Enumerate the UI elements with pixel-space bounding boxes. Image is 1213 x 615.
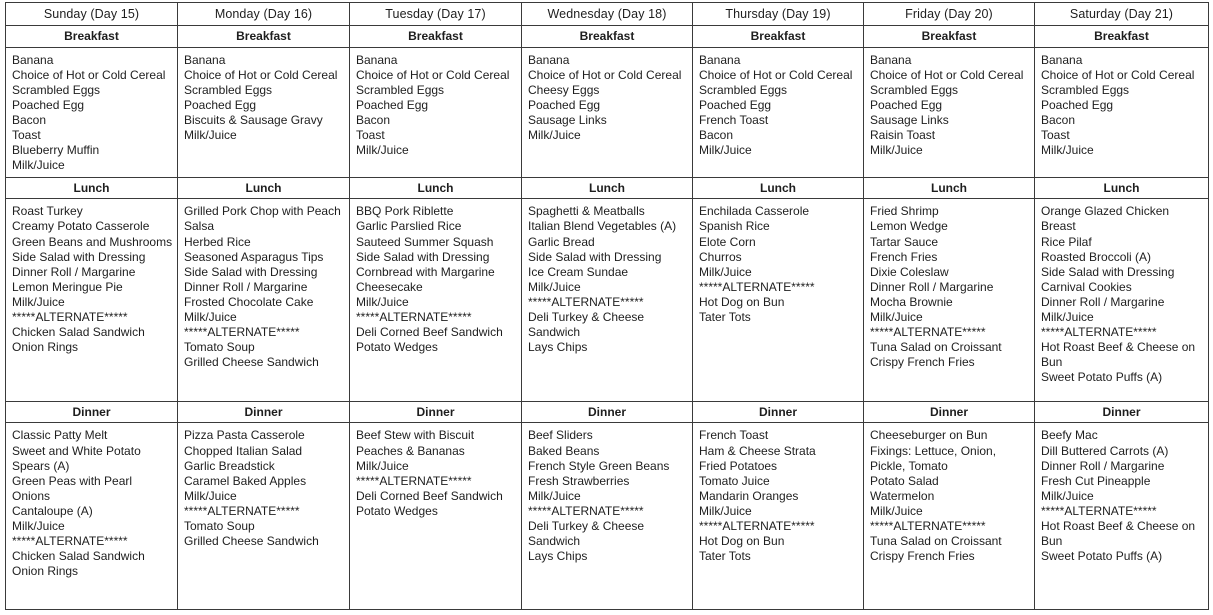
menu-item: Frosted Chocolate Cake <box>184 294 314 309</box>
breakfast-items-cell <box>864 47 1035 178</box>
menu-item: Lemon Meringue Pie <box>12 279 123 294</box>
menu-item: Bacon <box>12 112 47 127</box>
menu-item: Banana <box>1041 52 1083 67</box>
menu-item: *****ALTERNATE***** <box>870 325 986 340</box>
breakfast-items-cell <box>178 47 350 178</box>
menu-item: Milk/Juice <box>528 488 581 503</box>
menu-item: Chicken Salad Sandwich <box>12 325 145 340</box>
menu-item: Sausage Links <box>870 112 949 127</box>
menu-item: Side Salad with Dressing <box>12 249 146 264</box>
menu-item: Carnival Cookies <box>1041 279 1132 294</box>
breakfast-heading: Breakfast <box>693 26 864 47</box>
menu-item: Dinner Roll / Margarine <box>184 279 308 294</box>
menu-item: Choice of Hot or Cold Cereal <box>528 67 682 82</box>
menu-item: *****ALTERNATE***** <box>699 518 815 533</box>
menu-item: *****ALTERNATE***** <box>870 518 986 533</box>
menu-item: Beef Sliders <box>528 428 593 443</box>
menu-item: Watermelon <box>870 488 935 503</box>
menu-item: Grilled Cheese Sandwich <box>184 534 319 549</box>
menu-item: Scrambled Eggs <box>870 82 959 97</box>
menu-item: Potato Wedges <box>356 340 438 355</box>
menu-item: Dill Buttered Carrots (A) <box>1041 443 1169 458</box>
menu-item: Banana <box>184 52 226 67</box>
menu-item: Potato Wedges <box>356 503 438 518</box>
menu-item: *****ALTERNATE***** <box>1041 503 1157 518</box>
menu-item: Banana <box>12 52 54 67</box>
menu-item: Ham & Cheese Strata <box>699 443 816 458</box>
menu-item: Rice Pilaf <box>1041 234 1092 249</box>
menu-item: Sauteed Summer Squash <box>356 234 494 249</box>
menu-item: Raisin Toast <box>870 128 936 143</box>
menu-item: Scrambled Eggs <box>699 82 788 97</box>
menu-item: Tomato Soup <box>184 340 255 355</box>
menu-item: Milk/Juice <box>356 143 409 158</box>
menu-item: Lays Chips <box>528 340 588 355</box>
menu-item: Milk/Juice <box>528 128 581 143</box>
menu-item: Tartar Sauce <box>870 234 939 249</box>
breakfast-heading: Breakfast <box>864 26 1035 47</box>
menu-item: Fresh Strawberries <box>528 473 630 488</box>
dinner-items-cell <box>178 423 350 610</box>
dinner-items-cell <box>1035 423 1209 610</box>
menu-item: Mandarin Oranges <box>699 488 799 503</box>
breakfast-items-cell <box>693 47 864 178</box>
menu-item: Fixings: Lettuce, Onion, Pickle, Tomato <box>870 443 997 473</box>
menu-item: Side Salad with Dressing <box>528 249 662 264</box>
breakfast-header-row <box>6 26 1209 47</box>
menu-item: *****ALTERNATE***** <box>12 310 128 325</box>
menu-item: Churros <box>699 249 742 264</box>
lunch-items-row <box>6 199 1209 402</box>
dinner-items-cell <box>522 423 693 610</box>
lunch-items-cell <box>864 199 1035 402</box>
menu-item: Dixie Coleslaw <box>870 264 949 279</box>
menu-item: Roast Turkey <box>12 204 83 219</box>
day-header: Wednesday (Day 18) <box>522 3 693 26</box>
menu-item: Choice of Hot or Cold Cereal <box>870 67 1024 82</box>
menu-item: Roasted Broccoli (A) <box>1041 249 1152 264</box>
menu-item: Tuna Salad on Croissant <box>870 340 1002 355</box>
menu-item: Poached Egg <box>699 97 772 112</box>
menu-item: *****ALTERNATE***** <box>356 310 472 325</box>
lunch-heading: Lunch <box>350 178 522 199</box>
lunch-heading: Lunch <box>178 178 350 199</box>
menu-item: *****ALTERNATE***** <box>184 325 300 340</box>
menu-item: Milk/Juice <box>699 143 752 158</box>
menu-item: Sausage Links <box>528 112 607 127</box>
dinner-heading: Dinner <box>522 402 693 423</box>
menu-item: *****ALTERNATE***** <box>528 503 644 518</box>
menu-item: Crispy French Fries <box>870 549 975 564</box>
menu-item: Milk/Juice <box>699 503 752 518</box>
menu-item: Elote Corn <box>699 234 756 249</box>
menu-item: Poached Egg <box>870 97 943 112</box>
menu-item: Choice of Hot or Cold Cereal <box>356 67 510 82</box>
menu-item: Peaches & Bananas <box>356 443 465 458</box>
menu-item: Pizza Pasta Casserole <box>184 428 305 443</box>
day-header: Monday (Day 16) <box>178 3 350 26</box>
menu-item: Choice of Hot or Cold Cereal <box>699 67 853 82</box>
menu-item: Deli Corned Beef Sandwich <box>356 325 503 340</box>
dinner-heading: Dinner <box>1035 402 1209 423</box>
menu-item: Garlic Breadstick <box>184 458 275 473</box>
menu-item: Deli Turkey & Cheese Sandwich <box>528 310 645 340</box>
menu-item: Hot Roast Beef & Cheese on Bun <box>1041 518 1196 549</box>
menu-item: Scrambled Eggs <box>184 82 273 97</box>
menu-item: Mocha Brownie <box>870 294 953 309</box>
menu-item: Milk/Juice <box>184 128 237 143</box>
dinner-items-row <box>6 423 1209 610</box>
menu-item: Beef Stew with Biscuit <box>356 428 475 443</box>
menu-item: Seasoned Asparagus Tips <box>184 249 324 264</box>
menu-item: Toast <box>356 128 385 143</box>
menu-item: Spanish Rice <box>699 219 770 234</box>
lunch-items-cell <box>6 199 178 402</box>
menu-item: Onion Rings <box>12 564 79 579</box>
menu-item: Hot Dog on Bun <box>699 294 785 309</box>
menu-item: Tater Tots <box>699 310 751 325</box>
menu-item: Milk/Juice <box>1041 310 1094 325</box>
menu-item: Toast <box>1041 128 1070 143</box>
menu-item: BBQ Pork Riblette <box>356 204 454 219</box>
menu-item: Creamy Potato Casserole <box>12 219 150 234</box>
menu-item: Toast <box>12 128 41 143</box>
breakfast-heading: Breakfast <box>350 26 522 47</box>
menu-item: Biscuits & Sausage Gravy <box>184 112 323 127</box>
menu-item: Milk/Juice <box>12 294 65 309</box>
breakfast-heading: Breakfast <box>178 26 350 47</box>
menu-item: Hot Roast Beef & Cheese on Bun <box>1041 340 1196 370</box>
menu-item: Chopped Italian Salad <box>184 443 303 458</box>
dinner-heading: Dinner <box>350 402 522 423</box>
menu-item: Milk/Juice <box>528 279 581 294</box>
menu-item: *****ALTERNATE***** <box>528 294 644 309</box>
menu-item: Crispy French Fries <box>870 355 975 370</box>
menu-item: Lemon Wedge <box>870 219 948 234</box>
menu-item: Choice of Hot or Cold Cereal <box>184 67 338 82</box>
menu-item: Milk/Juice <box>699 264 752 279</box>
menu-item: Sweet Potato Puffs (A) <box>1041 370 1163 385</box>
menu-item: Classic Patty Melt <box>12 428 108 443</box>
menu-item: Scrambled Eggs <box>12 82 101 97</box>
menu-item: Milk/Juice <box>12 518 65 533</box>
breakfast-heading: Breakfast <box>1035 26 1209 47</box>
menu-item: Grilled Pork Chop with Peach Salsa <box>184 204 341 234</box>
menu-item: French Fries <box>870 249 938 264</box>
menu-item: Onion Rings <box>12 340 79 355</box>
breakfast-items-cell <box>350 47 522 178</box>
menu-item: Blueberry Muffin <box>12 143 100 158</box>
dinner-items-cell <box>693 423 864 610</box>
menu-item: Milk/Juice <box>12 158 65 173</box>
menu-item: Grilled Cheese Sandwich <box>184 355 319 370</box>
menu-item: Cornbread with Margarine <box>356 264 495 279</box>
menu-item: Herbed Rice <box>184 234 251 249</box>
menu-item: French Style Green Beans <box>528 458 670 473</box>
menu-item: Dinner Roll / Margarine <box>1041 458 1165 473</box>
menu-item: Milk/Juice <box>870 143 923 158</box>
menu-item: Milk/Juice <box>356 294 409 309</box>
menu-item: Tater Tots <box>699 549 751 564</box>
menu-item: Milk/Juice <box>184 310 237 325</box>
dinner-heading: Dinner <box>6 402 178 423</box>
menu-item: Banana <box>528 52 570 67</box>
menu-item: Bacon <box>1041 112 1076 127</box>
menu-item: Fried Potatoes <box>699 458 778 473</box>
menu-item: *****ALTERNATE***** <box>12 534 128 549</box>
menu-item: Poached Egg <box>12 97 85 112</box>
menu-item: Cantaloupe (A) <box>12 503 93 518</box>
menu-item: Milk/Juice <box>870 310 923 325</box>
menu-item: Hot Dog on Bun <box>699 534 785 549</box>
day-header: Sunday (Day 15) <box>6 3 178 26</box>
menu-item: Banana <box>356 52 398 67</box>
breakfast-heading: Breakfast <box>522 26 693 47</box>
lunch-items-cell <box>178 199 350 402</box>
menu-item: Side Salad with Dressing <box>184 264 318 279</box>
day-header: Thursday (Day 19) <box>693 3 864 26</box>
menu-item: Italian Blend Vegetables (A) <box>528 219 677 234</box>
menu-item: Deli Corned Beef Sandwich <box>356 488 503 503</box>
menu-item: French Toast <box>699 428 769 443</box>
menu-item: Fried Shrimp <box>870 204 939 219</box>
menu-item: Spaghetti & Meatballs <box>528 204 645 219</box>
menu-item: Cheesy Eggs <box>528 82 600 97</box>
lunch-items-cell <box>350 199 522 402</box>
lunch-header-row <box>6 178 1209 199</box>
menu-item: Milk/Juice <box>356 458 409 473</box>
breakfast-items-cell <box>522 47 693 178</box>
menu-item: Tomato Soup <box>184 518 255 533</box>
day-header: Saturday (Day 21) <box>1035 3 1209 26</box>
menu-item: Milk/Juice <box>1041 143 1094 158</box>
menu-item: Fresh Cut Pineapple <box>1041 473 1151 488</box>
weekly-menu-table <box>5 2 1209 610</box>
menu-item: Garlic Parslied Rice <box>356 219 462 234</box>
dinner-header-row <box>6 402 1209 423</box>
menu-item: Poached Egg <box>528 97 601 112</box>
menu-item: Cheesecake <box>356 279 423 294</box>
menu-item: *****ALTERNATE***** <box>356 473 472 488</box>
menu-item: Sweet and White Potato Spears (A) <box>12 443 141 473</box>
lunch-items-cell <box>1035 199 1209 402</box>
menu-item: Caramel Baked Apples <box>184 473 307 488</box>
menu-item: Green Beans and Mushrooms <box>12 234 173 249</box>
menu-item: Sweet Potato Puffs (A) <box>1041 549 1163 564</box>
menu-item: Deli Turkey & Cheese Sandwich <box>528 518 645 549</box>
lunch-heading: Lunch <box>693 178 864 199</box>
menu-item: Green Peas with Pearl Onions <box>12 473 133 503</box>
menu-item: Tomato Juice <box>699 473 770 488</box>
menu-item: Poached Egg <box>356 97 429 112</box>
breakfast-heading: Breakfast <box>6 26 178 47</box>
menu-item: Enchilada Casserole <box>699 204 810 219</box>
day-header-row <box>6 3 1209 26</box>
menu-item: Banana <box>870 52 912 67</box>
menu-item: Dinner Roll / Margarine <box>12 264 136 279</box>
menu-item: Cheeseburger on Bun <box>870 428 988 443</box>
menu-item: Scrambled Eggs <box>1041 82 1130 97</box>
menu-item: Orange Glazed Chicken Breast <box>1041 204 1170 234</box>
dinner-items-cell <box>6 423 178 610</box>
lunch-heading: Lunch <box>1035 178 1209 199</box>
menu-item: Baked Beans <box>528 443 600 458</box>
breakfast-items-row <box>6 47 1209 178</box>
menu-item: Chicken Salad Sandwich <box>12 549 145 564</box>
lunch-heading: Lunch <box>522 178 693 199</box>
breakfast-items-cell <box>1035 47 1209 178</box>
day-header: Friday (Day 20) <box>864 3 1035 26</box>
menu-item: Garlic Bread <box>528 234 595 249</box>
menu-item: French Toast <box>699 112 769 127</box>
menu-item: Choice of Hot or Cold Cereal <box>12 67 166 82</box>
dinner-heading: Dinner <box>864 402 1035 423</box>
menu-item: Beefy Mac <box>1041 428 1098 443</box>
menu-item: Choice of Hot or Cold Cereal <box>1041 67 1195 82</box>
breakfast-items-cell <box>6 47 178 178</box>
menu-item: Milk/Juice <box>184 488 237 503</box>
lunch-heading: Lunch <box>6 178 178 199</box>
menu-item: *****ALTERNATE***** <box>184 503 300 518</box>
menu-item: *****ALTERNATE***** <box>1041 325 1157 340</box>
menu-item: Milk/Juice <box>1041 488 1094 503</box>
lunch-heading: Lunch <box>864 178 1035 199</box>
dinner-heading: Dinner <box>178 402 350 423</box>
lunch-items-cell <box>522 199 693 402</box>
dinner-items-cell <box>864 423 1035 610</box>
menu-item: Bacon <box>356 112 391 127</box>
menu-item: Poached Egg <box>184 97 257 112</box>
menu-item: Side Salad with Dressing <box>356 249 490 264</box>
menu-item: Banana <box>699 52 741 67</box>
menu-item: Side Salad with Dressing <box>1041 264 1175 279</box>
menu-item: Poached Egg <box>1041 97 1114 112</box>
dinner-items-cell <box>350 423 522 610</box>
menu-item: Dinner Roll / Margarine <box>1041 294 1165 309</box>
menu-item: Ice Cream Sundae <box>528 264 629 279</box>
day-header: Tuesday (Day 17) <box>350 3 522 26</box>
menu-item: Lays Chips <box>528 549 588 564</box>
dinner-heading: Dinner <box>693 402 864 423</box>
menu-item: Milk/Juice <box>870 503 923 518</box>
menu-item: *****ALTERNATE***** <box>699 279 815 294</box>
menu-item: Dinner Roll / Margarine <box>870 279 994 294</box>
menu-item: Bacon <box>699 128 734 143</box>
menu-item: Potato Salad <box>870 473 939 488</box>
menu-item: Scrambled Eggs <box>356 82 445 97</box>
menu-item: Tuna Salad on Croissant <box>870 534 1002 549</box>
lunch-items-cell <box>693 199 864 402</box>
